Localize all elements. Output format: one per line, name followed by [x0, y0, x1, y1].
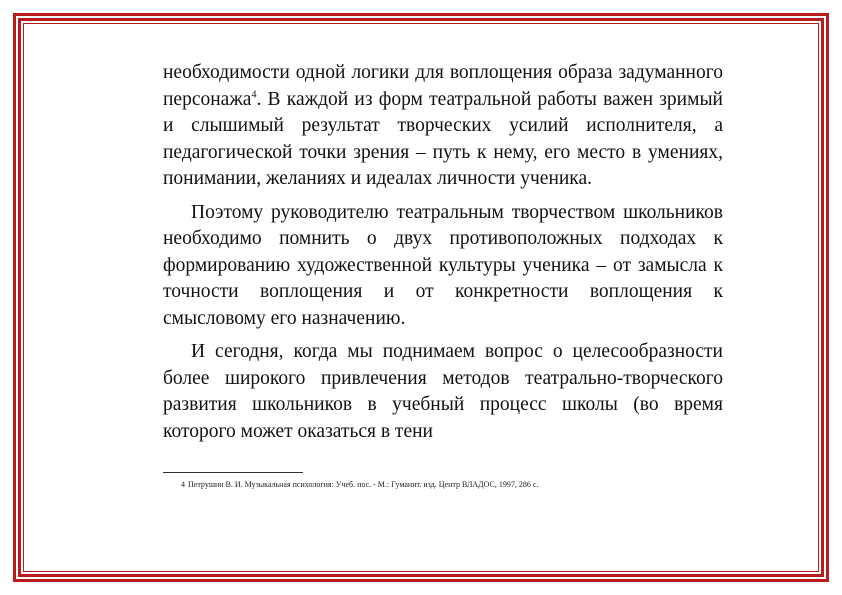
paragraph-1-text-end: . В каждой из форм театральной работы важен зримый и слышимый результат творческих усилий исполнителя, а педагогической точки зрения – путь к нему, его место в умениях, понимании, желаниях и идеалах личности ученика.	[163, 88, 723, 189]
footnote-reference[interactable]: 4	[251, 89, 257, 100]
paragraph-2: Поэтому руководителю театральным творчеством школьников необходимо помнить о двух противоположных подходах к формированию художественной культуры ученика – от замысла к точности воплощения и от конкретности воплощения к смысловому его назначению.	[163, 201, 723, 329]
footnote	[181, 480, 701, 490]
footnote-number: 4	[181, 480, 185, 489]
body-text	[163, 60, 723, 452]
paragraph-1	[163, 60, 723, 193]
footnote-separator	[163, 472, 303, 473]
footnote-text: Петрушин В. И. Музыкальная психология: Учеб. пос. - М.: Гуманит. изд. Центр ВЛАДОС, 1997, 286 с.	[188, 480, 539, 489]
paragraph-3: И сегодня, когда мы поднимаем вопрос о целесообразности более широкого привлечения методов театрально-творческого развития школьников в учебный процесс школы (во время которого может оказаться в тени	[163, 341, 723, 442]
paragraph-1-text-start: необходимости одной логики для воплощения образа задуманного персонажа	[163, 62, 723, 110]
